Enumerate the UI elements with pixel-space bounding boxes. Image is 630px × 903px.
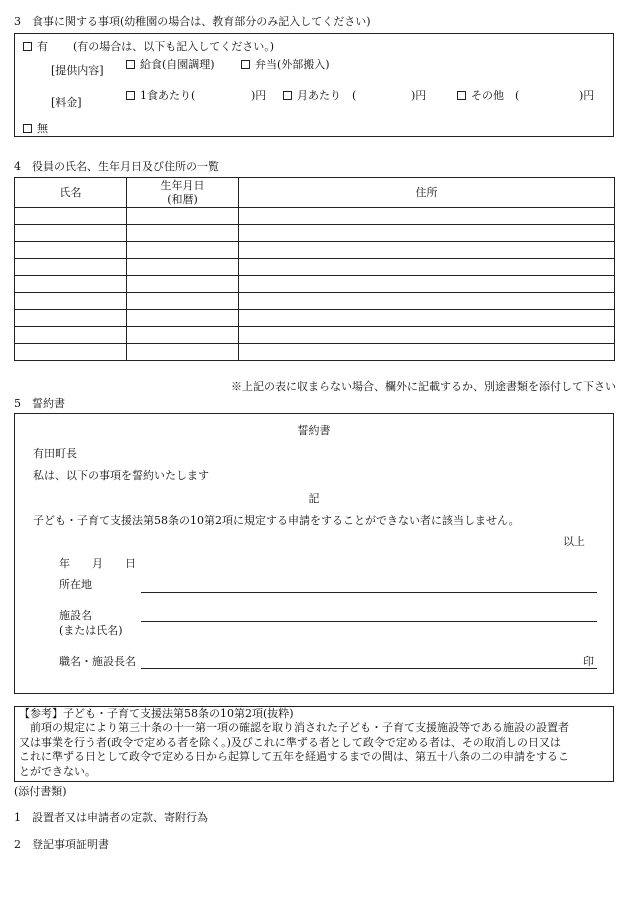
table-row — [15, 259, 615, 276]
table-row — [15, 208, 615, 225]
reference-line-4: とができない。 — [19, 765, 96, 778]
officer-birthdate-cell[interactable] — [127, 276, 239, 293]
table-row — [15, 310, 615, 327]
position-field[interactable] — [141, 668, 597, 669]
position-label: 職名・施設長名 — [59, 655, 136, 668]
reference-line-3: これに準ずる日として政令で定める日から起算して五年を経過するまでの間は、第五十八条の二の申請をするこ — [19, 750, 569, 763]
meal-yes-note: (有の場合は、以下も記入してください。) — [73, 40, 275, 53]
officer-name-cell[interactable] — [15, 293, 127, 310]
officer-address-cell[interactable] — [239, 259, 615, 276]
officer-birthdate-cell[interactable] — [127, 293, 239, 310]
officer-address-cell[interactable] — [239, 276, 615, 293]
provision-bento-label: 弁当(外部搬入) — [255, 58, 330, 71]
officer-birthdate-cell[interactable] — [127, 310, 239, 327]
officer-birthdate-cell[interactable] — [127, 327, 239, 344]
column-birthdate — [127, 178, 239, 208]
officers-table-header — [15, 178, 615, 208]
reference-line-1: 前項の規定により第三十条の十一第一項の確認を取り消された子ども・子育て支援施設等である施設の設置者 — [19, 721, 569, 734]
provision-lunch-checkbox[interactable] — [126, 60, 135, 69]
attachments-heading: (添付書類) — [14, 785, 67, 798]
table-row — [15, 344, 615, 361]
officer-address-cell[interactable] — [239, 242, 615, 259]
fee-other[interactable] — [457, 89, 519, 104]
column-name: 氏名 — [15, 178, 127, 208]
section3-heading: 3 食事に関する事項(幼稚園の場合は、教育部分のみ記入してください) — [14, 15, 371, 28]
seal-mark: 印 — [583, 655, 594, 668]
fee-per-meal-unit: )円 — [251, 89, 267, 102]
officer-birthdate-cell[interactable] — [127, 208, 239, 225]
officer-birthdate-cell[interactable] — [127, 259, 239, 276]
meal-no-checkbox[interactable] — [23, 124, 32, 133]
fee-per-month-checkbox[interactable] — [283, 91, 292, 100]
officer-name-cell[interactable] — [15, 276, 127, 293]
column-birthdate-label: 生年月日 — [160, 179, 205, 193]
facility-label: 施設名 — [59, 609, 92, 622]
fee-per-month-unit: )円 — [411, 89, 427, 102]
table-row — [15, 225, 615, 242]
attachment-item-1: 1 設置者又は申請者の定款、寄附行為 — [14, 811, 208, 824]
pledge-title: 誓約書 — [297, 424, 331, 437]
pledge-addressee: 有田町長 — [33, 447, 77, 460]
reference-title: 【参考】子ども・子育て支援法第58条の10第2項(抜粋) — [19, 707, 294, 720]
meal-yes-option[interactable] — [23, 40, 48, 55]
officers-table — [14, 177, 615, 361]
table-row — [15, 276, 615, 293]
pledge-statement: 子ども・子育て支援法第58条の10第2項に規定する申請をすることができない者に該当しません。 — [33, 514, 520, 527]
pledge-ijou: 以上 — [563, 535, 585, 548]
meal-yes-label: 有 — [37, 40, 48, 53]
fee-other-unit: )円 — [579, 89, 595, 102]
pledge-box — [14, 413, 614, 694]
provision-option-bento[interactable] — [241, 58, 330, 73]
column-birthdate-sub: (和暦) — [167, 192, 198, 206]
officer-name-cell[interactable] — [15, 242, 127, 259]
fee-per-month-label: 月あたり ( — [297, 89, 357, 102]
fee-per-month[interactable] — [283, 89, 356, 104]
fee-per-meal[interactable] — [126, 89, 195, 104]
officer-name-cell[interactable] — [15, 310, 127, 327]
facility-sub-label: (または氏名) — [59, 624, 123, 637]
provision-bento-checkbox[interactable] — [241, 60, 250, 69]
address-label: 所在地 — [59, 578, 92, 591]
officer-name-cell[interactable] — [15, 344, 127, 361]
section5-heading: 5 誓約書 — [14, 397, 65, 410]
reference-line-2: 又は事業を行う者(政令で定める者を除く。)及びこれに準ずる者として政令で定める者は、その取消しの日又は — [19, 736, 561, 749]
officer-address-cell[interactable] — [239, 310, 615, 327]
provision-label: [提供内容] — [51, 64, 104, 77]
fee-other-checkbox[interactable] — [457, 91, 466, 100]
officer-address-cell[interactable] — [239, 225, 615, 242]
pledge-ki: 記 — [308, 492, 320, 505]
address-field[interactable] — [141, 592, 597, 593]
column-address: 住所 — [239, 178, 615, 208]
provision-option-lunch[interactable] — [126, 58, 215, 73]
fee-other-label: その他 ( — [471, 89, 520, 102]
fee-label: [料金] — [51, 96, 82, 109]
meal-section-box — [14, 33, 614, 137]
fee-per-meal-checkbox[interactable] — [126, 91, 135, 100]
meal-yes-checkbox[interactable] — [23, 42, 32, 51]
officer-name-cell[interactable] — [15, 225, 127, 242]
pledge-statement-intro: 私は、以下の事項を誓約いたします — [33, 469, 209, 482]
table-row — [15, 242, 615, 259]
officer-address-cell[interactable] — [239, 208, 615, 225]
meal-no-label: 無 — [37, 122, 48, 135]
officer-birthdate-cell[interactable] — [127, 242, 239, 259]
facility-field[interactable] — [141, 621, 597, 622]
provision-lunch-label: 給食(自園調理) — [140, 58, 215, 71]
officer-name-cell[interactable] — [15, 327, 127, 344]
officer-birthdate-cell[interactable] — [127, 344, 239, 361]
meal-no-option[interactable] — [23, 122, 48, 137]
section4-heading: 4 役員の氏名、生年月日及び住所の一覧 — [14, 160, 219, 173]
officer-name-cell[interactable] — [15, 208, 127, 225]
officer-name-cell[interactable] — [15, 259, 127, 276]
officer-birthdate-cell[interactable] — [127, 225, 239, 242]
table-row — [15, 293, 615, 310]
fee-per-meal-label: 1食あたり( — [140, 89, 196, 102]
pledge-date[interactable]: 年 月 日 — [59, 557, 136, 570]
table-overflow-note: ※上記の表に収まらない場合、欄外に記載するか、別途書類を添付して下さい — [231, 380, 616, 393]
officer-address-cell[interactable] — [239, 293, 615, 310]
officer-address-cell[interactable] — [239, 344, 615, 361]
officer-address-cell[interactable] — [239, 327, 615, 344]
table-row — [15, 327, 615, 344]
attachment-item-2: 2 登記事項証明書 — [14, 838, 109, 851]
